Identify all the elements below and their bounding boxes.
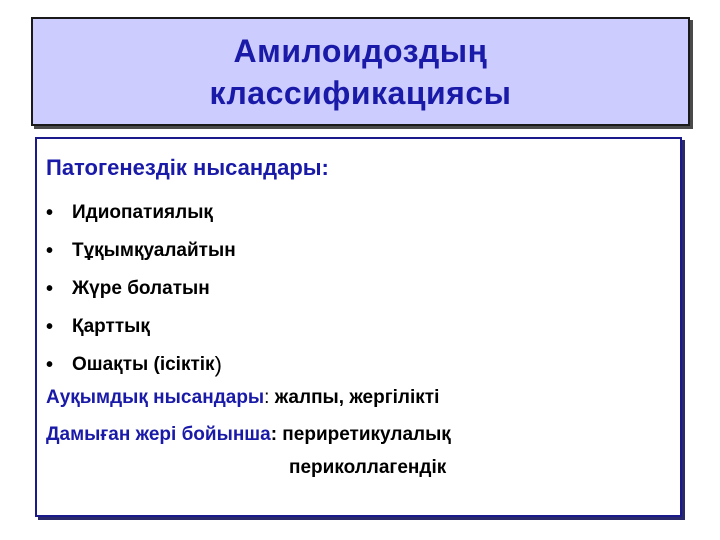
extent-forms-label: Ауқымдық нысандары xyxy=(46,387,265,408)
extent-forms-row xyxy=(46,387,439,409)
development-site-colon: : xyxy=(270,424,278,445)
development-site-value-2: периколлагендiк xyxy=(289,457,447,478)
list-item xyxy=(46,270,236,308)
development-site-label: Дамыған жерi бойынша xyxy=(46,424,271,445)
list-item-label: Тұқымқуалайтын xyxy=(72,240,236,261)
bullet-icon: • xyxy=(46,315,54,338)
development-site-row xyxy=(46,424,451,446)
bullet-icon: • xyxy=(46,201,54,224)
pathogenesis-heading: Патогенездік нысандары: xyxy=(46,155,329,180)
list-item xyxy=(46,346,236,384)
title-banner xyxy=(31,17,690,126)
list-item xyxy=(46,194,236,232)
list-item-label: Жүре болатын xyxy=(72,278,210,299)
closing-parenthesis: ) xyxy=(214,352,222,377)
list-item-label: Қарттық xyxy=(72,316,150,337)
list-item-label: Ошақты (iсiктiк xyxy=(72,354,215,375)
extent-forms-value: жалпы, жергiлiктi xyxy=(269,387,440,408)
list-item-label: Идиопатиялық xyxy=(72,202,213,223)
list-item xyxy=(46,232,236,270)
title-line-2: классификациясы xyxy=(209,74,512,111)
development-site-value: периретикулалық xyxy=(277,424,451,445)
bullet-icon: • xyxy=(46,353,54,376)
title-line-1: Амилоидоздың xyxy=(233,32,488,69)
pathogenesis-list xyxy=(46,194,236,384)
extent-forms-colon: : xyxy=(264,387,270,408)
bullet-icon: • xyxy=(46,239,54,262)
content-panel xyxy=(35,137,682,517)
bullet-icon: • xyxy=(46,277,54,300)
list-item xyxy=(46,308,236,346)
